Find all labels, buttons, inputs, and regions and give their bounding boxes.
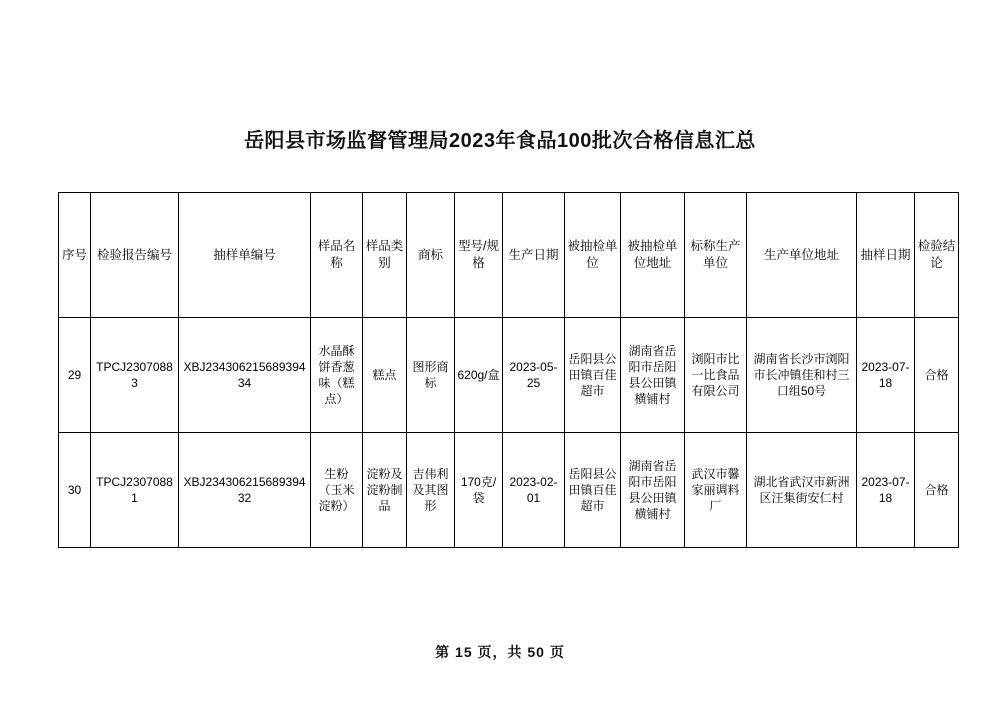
- page-title: 岳阳县市场监督管理局2023年食品100批次合格信息汇总: [244, 130, 756, 152]
- column-header-sampled-unit: 被抽检单位: [565, 193, 621, 318]
- column-header-producer-address: 生产单位地址: [747, 193, 857, 318]
- column-header-spec: 型号/规格: [455, 193, 503, 318]
- column-header-sampling-date: 抽样日期: [857, 193, 915, 318]
- cell-sampled-unit: 岳阳县公田镇百佳超市: [565, 318, 621, 433]
- cell-trademark: 图形商标: [407, 318, 455, 433]
- cell-report-no: TPCJ23070881: [91, 433, 179, 548]
- cell-sampled-unit-address: 湖南省岳阳市岳阳县公田镇横铺村: [621, 318, 685, 433]
- column-header-nominal-producer: 标称生产单位: [685, 193, 747, 318]
- cell-sampled-unit-address: 湖南省岳阳市岳阳县公田镇横铺村: [621, 433, 685, 548]
- cell-sampling-date: 2023-07-18: [857, 433, 915, 548]
- cell-sampled-unit: 岳阳县公田镇百佳超市: [565, 433, 621, 548]
- cell-sample-name: 水晶酥饼香葱味（糕点）: [311, 318, 363, 433]
- column-header-production-date: 生产日期: [503, 193, 565, 318]
- cell-spec: 170克/袋: [455, 433, 503, 548]
- cell-nominal-producer: 浏阳市比一比食品有限公司: [685, 318, 747, 433]
- cell-spec: 620g/盒: [455, 318, 503, 433]
- column-header-sampling-no: 抽样单编号: [179, 193, 311, 318]
- column-header-sample-name: 样品名称: [311, 193, 363, 318]
- cell-production-date: 2023-02-01: [503, 433, 565, 548]
- column-header-sample-type: 样品类别: [363, 193, 407, 318]
- column-header-trademark: 商标: [407, 193, 455, 318]
- table-row: [59, 433, 959, 548]
- inspection-results-table: [58, 192, 959, 548]
- table-row: [59, 318, 959, 433]
- cell-conclusion: 合格: [915, 433, 959, 548]
- table-body: [59, 318, 959, 548]
- cell-sample-name: 生粉（玉米淀粉）: [311, 433, 363, 548]
- cell-sample-type: 淀粉及淀粉制品: [363, 433, 407, 548]
- cell-index: 30: [59, 433, 91, 548]
- cell-report-no: TPCJ23070883: [91, 318, 179, 433]
- cell-trademark: 吉伟利及其图形: [407, 433, 455, 548]
- table-container: [58, 154, 956, 548]
- page-footer: 第 15 页，共 50 页: [435, 644, 565, 660]
- column-header-report-no: 检验报告编号: [91, 193, 179, 318]
- cell-sample-type: 糕点: [363, 318, 407, 433]
- cell-production-date: 2023-05-25: [503, 318, 565, 433]
- table-header: [59, 193, 959, 318]
- table-header-row: [59, 193, 959, 318]
- column-header-conclusion: 检验结论: [915, 193, 959, 318]
- cell-sampling-date: 2023-07-18: [857, 318, 915, 433]
- cell-index: 29: [59, 318, 91, 433]
- cell-sampling-no: XBJ23430621568939434: [179, 318, 311, 433]
- column-header-index: 序号: [59, 193, 91, 318]
- cell-sampling-no: XBJ23430621568939432: [179, 433, 311, 548]
- cell-conclusion: 合格: [915, 318, 959, 433]
- cell-producer-address: 湖南省长沙市浏阳市长冲镇佳和村三口组50号: [747, 318, 857, 433]
- cell-nominal-producer: 武汉市馨家丽调料厂: [685, 433, 747, 548]
- column-header-sampled-unit-address: 被抽检单位地址: [621, 193, 685, 318]
- cell-producer-address: 湖北省武汉市新洲区汪集街安仁村: [747, 433, 857, 548]
